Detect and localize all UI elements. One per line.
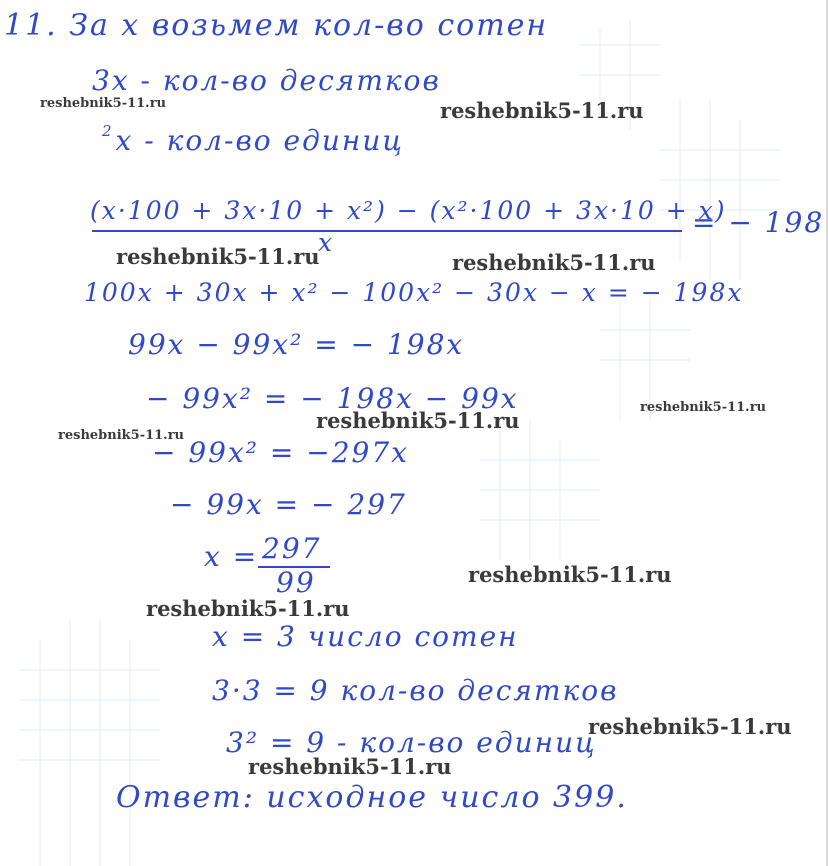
fraction-numerator: (x·100 + 3x·10 + x²) − (x²·100 + 3x·10 + x): [90, 196, 727, 225]
combined-equation: − 99x² = −297x: [152, 436, 409, 469]
tens-line: 3x - кол-во десятков: [92, 64, 441, 97]
rearranged-equation: − 99x² = − 198x − 99x: [146, 382, 519, 415]
watermark: reshebnik5-11.ru: [146, 596, 350, 621]
units-text: x - кол-во единиц: [115, 124, 404, 157]
fraction-bar: [92, 230, 682, 232]
watermark: reshebnik5-11.ru: [116, 244, 320, 269]
units-result: 3² = 9 - кол-во единиц: [226, 726, 597, 759]
fraction-denominator: x: [318, 228, 335, 257]
fraction-rhs: = − 198: [692, 206, 825, 239]
answer-line: Ответ: исходное число 399.: [116, 780, 628, 815]
units-line: [100, 124, 404, 157]
watermark: reshebnik5-11.ru: [440, 98, 644, 123]
expanded-equation: 100x + 30x + x² − 100x² − 30x − x = − 198x: [84, 278, 744, 307]
solution-denominator: 99: [276, 566, 316, 599]
simplified-equation: 99x − 99x² = − 198x: [128, 328, 465, 361]
divided-equation: − 99x = − 297: [170, 488, 407, 521]
solution-left: x =: [204, 540, 259, 573]
problem-line-1: 11. За x возьмем кол-во сотен: [4, 8, 549, 43]
watermark: reshebnik5-11.ru: [588, 714, 792, 739]
watermark: reshebnik5-11.ru: [316, 408, 520, 433]
watermark: reshebnik5-11.ru: [468, 562, 672, 587]
solution-numerator: 297: [262, 532, 322, 565]
watermark: reshebnik5-11.ru: [640, 400, 767, 415]
watermark: reshebnik5-11.ru: [452, 250, 656, 275]
watermark: reshebnik5-11.ru: [58, 428, 185, 443]
tens-result: 3·3 = 9 кол-во десятков: [212, 674, 619, 707]
watermark: reshebnik5-11.ru: [248, 754, 452, 779]
watermark: reshebnik5-11.ru: [40, 96, 167, 111]
units-power: 2: [102, 122, 114, 140]
hundreds-result: x = 3 число сотен: [212, 620, 519, 653]
